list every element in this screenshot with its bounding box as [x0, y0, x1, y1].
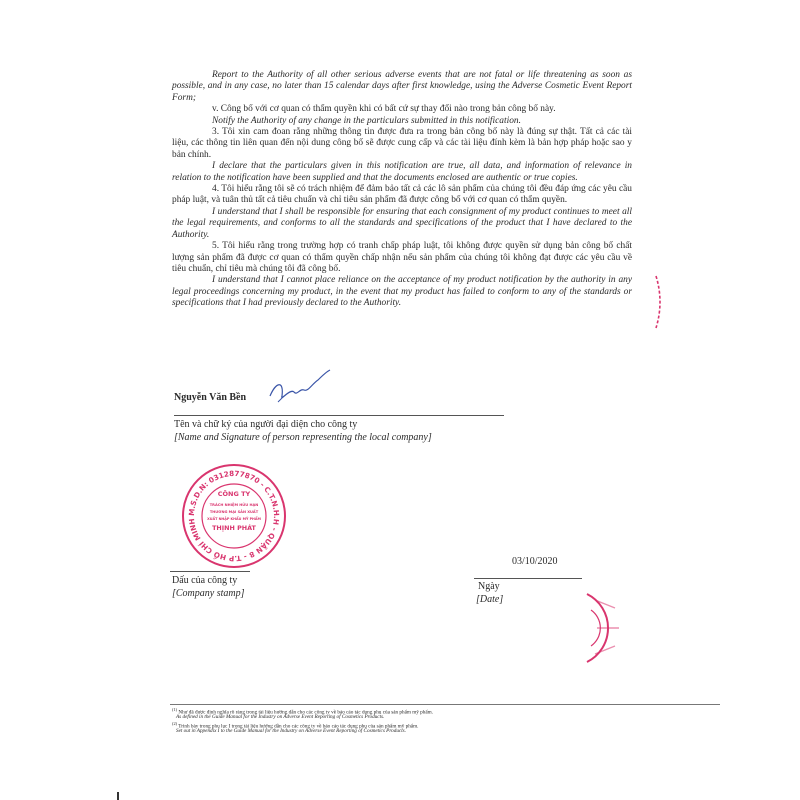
company-stamp [180, 462, 288, 570]
svg-text:M.S.D.N: 0312877870 - C.T.N.H.: M.S.D.N: 0312877870 - C.T.N.H.H - QUẬN 8 - T.P HỒ CHÍ MINH [186, 468, 282, 564]
declaration-body [172, 70, 632, 310]
paragraph-5b-vn: 5. Tôi hiểu rằng trong trường hợp có tranh chấp pháp luật, tôi không được quyền sử dụng bản công bố chất lượng sản phẩm đã được cơ quan có thẩm quyền chấp nhận nếu sản phẩm của chúng tôi không đạt được các yêu cầu về tiêu chuẩn, chỉ tiêu mà chúng tôi đã công bố. [172, 241, 632, 274]
paragraph-4-en: I understand that I shall be responsible for ensuring that each consignment of my product continues to meet all the legal requirements, and conforms to all the standards and specifications of the product that I have declared to the Authority. [172, 206, 632, 240]
signer-name: Nguyễn Văn Bền [174, 392, 247, 403]
paragraph-3-vn: 3. Tôi xin cam đoan rằng những thông tin được đưa ra trong bản công bố này là đúng sự thật. Tất cả các tài liệu, các thông tin liên quan đến nội dung công bố sẽ được cung cấp và các tài liệu đính kèm là bản hợp pháp hoặc sao y bản chính. [172, 127, 632, 160]
stamp-label-en: [Company stamp] [172, 588, 245, 599]
footnote-1-en: As defined in the Guide Manual for the Industry on Adverse Event Reporting of Cosmetics Products. [176, 714, 385, 720]
svg-text:XUẤT NHẬP KHẨU MỸ PHẨM: XUẤT NHẬP KHẨU MỸ PHẨM [207, 517, 261, 521]
svg-text:THỊNH PHÁT: THỊNH PHÁT [212, 524, 256, 532]
footnote-1-vn: $^{(1)}$ Như đã được định nghĩa rõ ràng trong tài liệu hướng dẫn cho các công ty về báo cáo tác dụng phụ của sản phẩm mỹ phẩm. [172, 707, 433, 716]
paragraph-3-en: I declare that the particulars given in this notification are true, all data, and information of relevance in relation to the notification have been supplied and that the documents enclosed are authentic or true copies. [172, 161, 632, 183]
date-label-en: [Date] [476, 594, 504, 605]
paragraph-5b-en: I understand that I cannot place reliance on the acceptance of my product notification by the authority in any legal proceedings concerning my product, in the event that my product has failed to conform to any of the standards or specifications that I had previously declared to the Authority. [172, 275, 632, 309]
paragraph-5-vn: v. Công bố với cơ quan có thẩm quyền khi có bất cứ sự thay đổi nào trong bản công bố này. [212, 104, 556, 115]
date-line [474, 578, 582, 579]
edge-mark [117, 792, 119, 800]
svg-text:CÔNG TY: CÔNG TY [217, 490, 251, 498]
signature-line [174, 415, 504, 416]
footnote-2-en: Set out in Appendix I to the Guide Manual for the Industry on Adverse Event Reporting of Cosmetics Products. [176, 728, 406, 734]
footnote-divider [170, 704, 720, 705]
margin-stamp-fragment [650, 272, 668, 332]
signature-label-vn: Tên và chữ ký của người đại diện cho công ty [174, 419, 358, 430]
signature-label-en: [Name and Signature of person representing the local company] [174, 432, 432, 443]
partial-stamp-right [585, 588, 635, 668]
date-label-vn: Ngày [478, 581, 500, 592]
stamp-line [170, 571, 250, 572]
svg-text:TRÁCH NHIỆM HỮU HẠN: TRÁCH NHIỆM HỮU HẠN [209, 503, 259, 507]
svg-text:THƯƠNG MẠI SẢN XUẤT: THƯƠNG MẠI SẢN XUẤT [209, 510, 259, 514]
stamp-label-vn: Dấu của công ty [172, 575, 238, 586]
paragraph-report-en: Report to the Authority of all other serious adverse events that are not fatal or life threatening as soon as possible, and in any case, no later than 15 calendar days after first knowledge, using the Adverse Cosmetic Event Report Form; [172, 70, 632, 103]
date-value: 03/10/2020 [512, 556, 558, 567]
paragraph-5-en: Notify the Authority of any change in the particulars submitted in this notification. [212, 115, 521, 126]
footnote-2-vn: $^{(2)}$ Trình bày trong phụ lục I trong tài liệu hướng dẫn cho các công ty về báo cáo tác dụng phụ của sản phẩm mỹ phẩm. [172, 721, 419, 730]
handwritten-signature [264, 366, 334, 406]
paragraph-4-vn: 4. Tôi hiểu rằng tôi sẽ có trách nhiệm để đảm bảo tất cả các lô sản phẩm của chúng tôi đều đáp ứng các yêu cầu pháp luật, và tuân thủ tất cả tiêu chuẩn và chỉ tiêu sản phẩm đã được công bố với cơ quan có thẩm quyền. [172, 184, 632, 206]
